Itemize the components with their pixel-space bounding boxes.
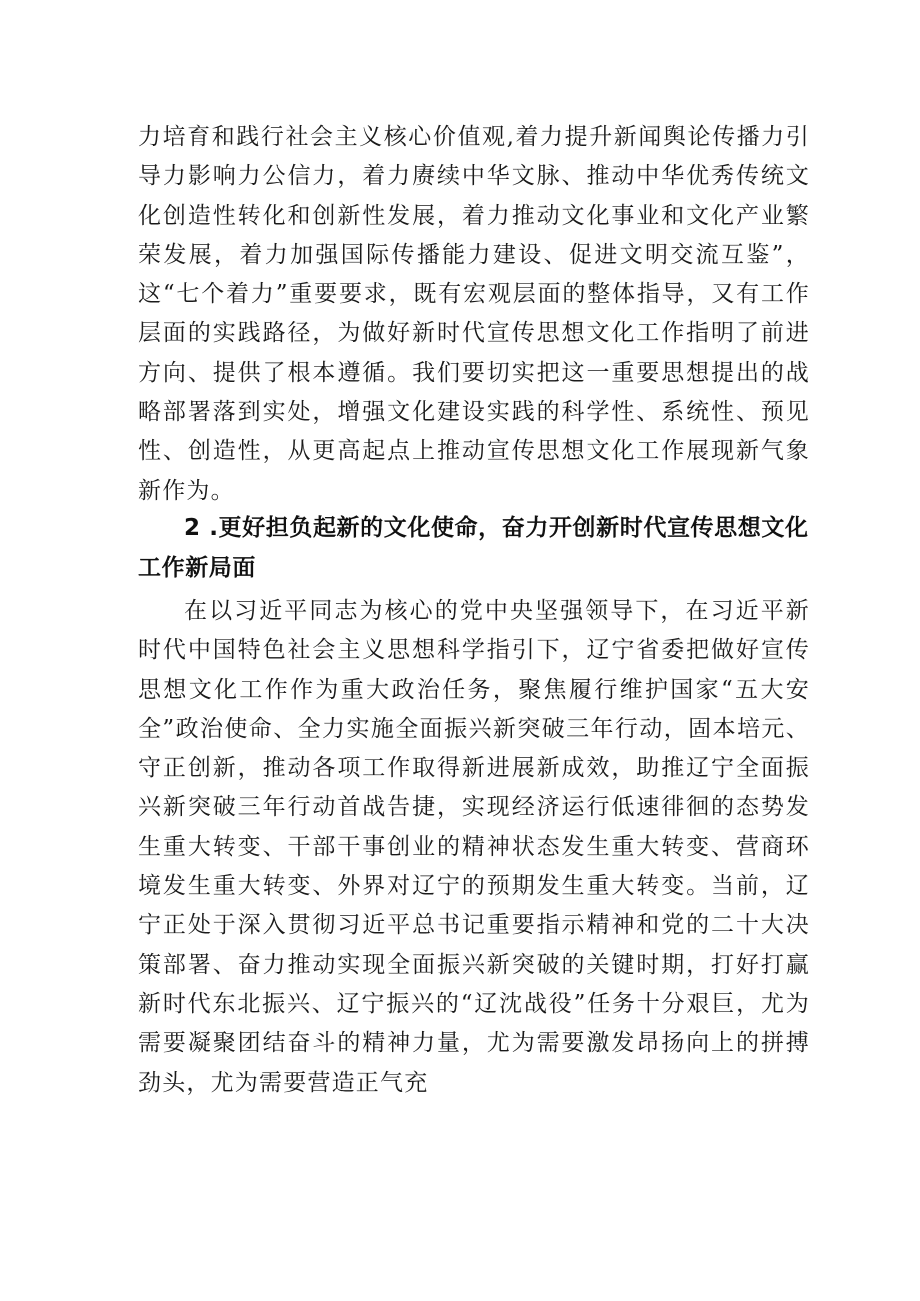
body-paragraph-continued: 力培育和践行社会主义核心价值观,着力提升新闻舆论传播力引导力影响力公信力，着力赓续中华文脉、推动中华优秀传统文化创造性转化和创新性发展，着力推动文化事业和文化产业繁荣发展，着力加强国际传播能力建设、促进文明交流互鉴”，这“七个着力”重要要求，既有宏观层面的整体指导，又有工作层面的实践路径，为做好新时代宣传思想文化工作指明了前进方向、提供了根本遵循。我们要切实把这一重要思想提出的战略部署落到实处，增强文化建设实践的科学性、系统性、预见性、创造性，从更高起点上推动宣传思想文化工作展现新气象新作为。 [138, 124, 810, 504]
body-paragraph: 在以习近平同志为核心的党中央坚强领导下，在习近平新时代中国特色社会主义思想科学指引下，辽宁省委把做好宣传思想文化工作作为重大政治任务，聚焦履行维护国家“五大安全”政治使命、全力实施全面振兴新突破三年行动，固本培元、守正创新，推动各项工作取得新进展新成效，助推辽宁全面振兴新突破三年行动首战告捷，实现经济运行低速徘徊的态势发生重大转变、干部干事创业的精神状态发生重大转变、营商环境发生重大转变、外界对辽宁的预期发生重大转变。当前，辽宁正处于深入贯彻习近平总书记重要指示精神和党的二十大决策部署、奋力推动实现全面振兴新突破的关键时期，打好打赢新时代东北振兴、辽宁振兴的“辽沈战役”任务十分艰巨，尤为需要凝聚团结奋斗的精神力量，尤为需要激发昂扬向上的拼搏劲头，尤为需要营造正气充 [138, 598, 810, 1096]
section-heading: 2 .更好担负起新的文化使命，奋力开创新时代宣传思想文化工作新局面 [138, 515, 809, 581]
